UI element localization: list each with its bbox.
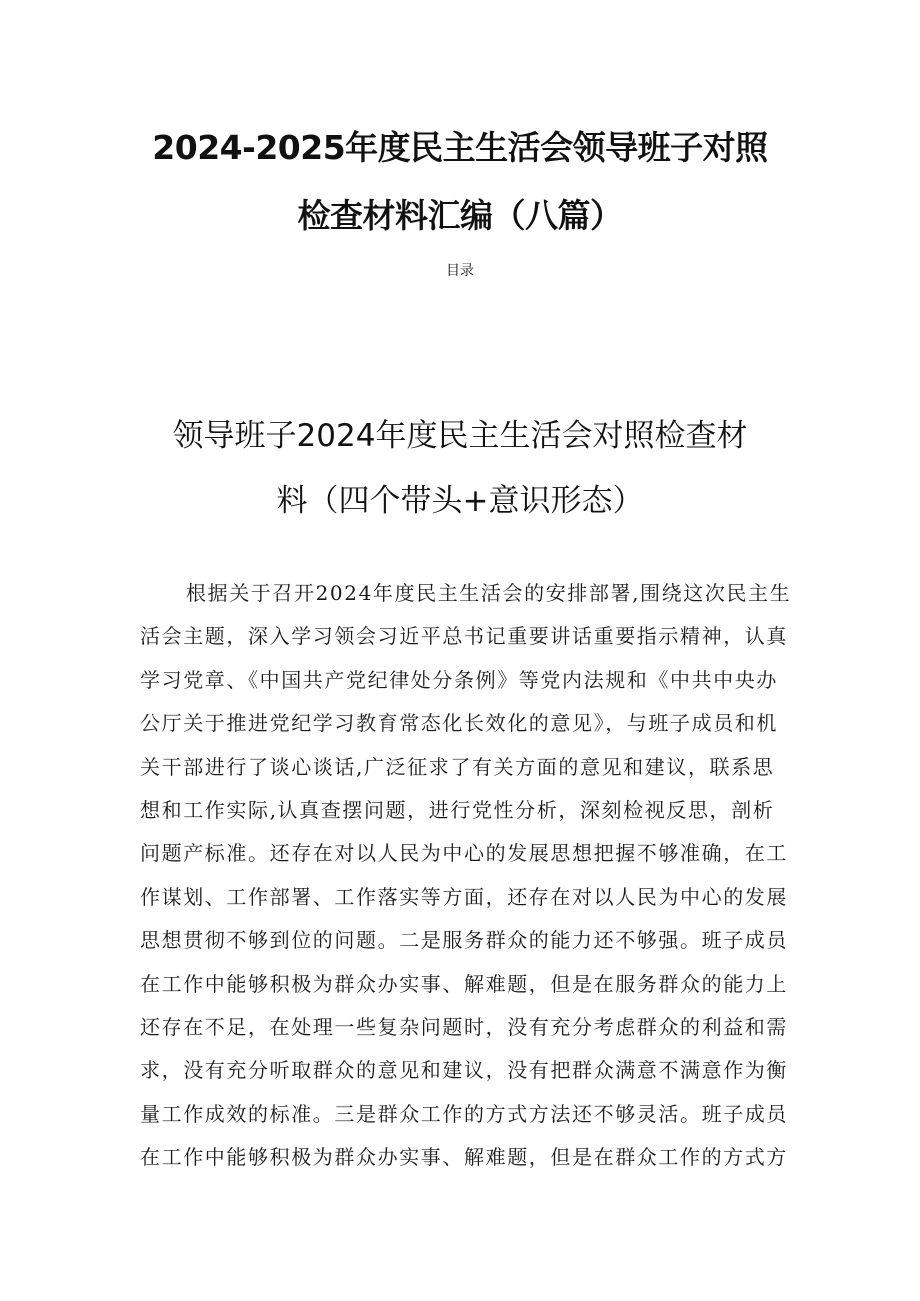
table-of-contents-label: 目录	[446, 263, 474, 279]
body-line: 问题产标准。还存在对以人民为中心的发展思想把握不够准确，在工	[140, 841, 788, 866]
section-title-line-2: 料（四个带头+意识形态）	[276, 483, 644, 519]
body-line: 思想贯彻不够到位的问题。二是服务群众的能力还不够强。班子成员	[140, 928, 788, 953]
body-line: 在工作中能够积极为群众办实事、解难题，但是在群众工作的方式方	[140, 1145, 788, 1170]
body-line: 量工作成效的标准。三是群众工作的方式方法还不够灵活。班子成员	[140, 1101, 788, 1126]
body-line: 公厅关于推进党纪学习教育常态化长效化的意见》，与班子成员和机	[140, 711, 778, 736]
body-line: 在工作中能够积极为群众办实事、解难题，但是在服务群众的能力上	[140, 971, 788, 996]
body-line: 活会主题，深入学习领会习近平总书记重要讲话重要指示精神，认真	[140, 624, 788, 649]
section-title-line-1: 领导班子2024年度民主生活会对照检查材	[172, 418, 748, 454]
document-title-line-1: 2024-2025年度民主生活会领导班子对照	[152, 128, 768, 167]
body-line: 想和工作实际,认真查摆问题，进行党性分析，深刻检视反思，剖析	[140, 797, 775, 822]
body-paragraph	[140, 572, 800, 1179]
body-line: 根据关于召开2024年度民主生活会的安排部署,围绕这次民主生	[186, 581, 792, 605]
body-line: 还存在不足，在处理一些复杂问题时，没有充分考虑群众的利益和需	[140, 1014, 788, 1039]
body-line: 关干部进行了谈心谈话,广泛征求了有关方面的意见和建议，联系思	[140, 754, 775, 779]
body-line: 作谋划、工作部署、工作落实等方面，还存在对以人民为中心的发展	[140, 884, 788, 909]
body-line: 求，没有充分听取群众的意见和建议，没有把群众满意不满意作为衡	[140, 1058, 788, 1083]
document-title-line-2: 检查材料汇编（八篇）	[297, 196, 623, 235]
body-line: 学习党章、《中国共产党纪律处分条例》等党内法规和《中共中央办	[140, 667, 778, 692]
